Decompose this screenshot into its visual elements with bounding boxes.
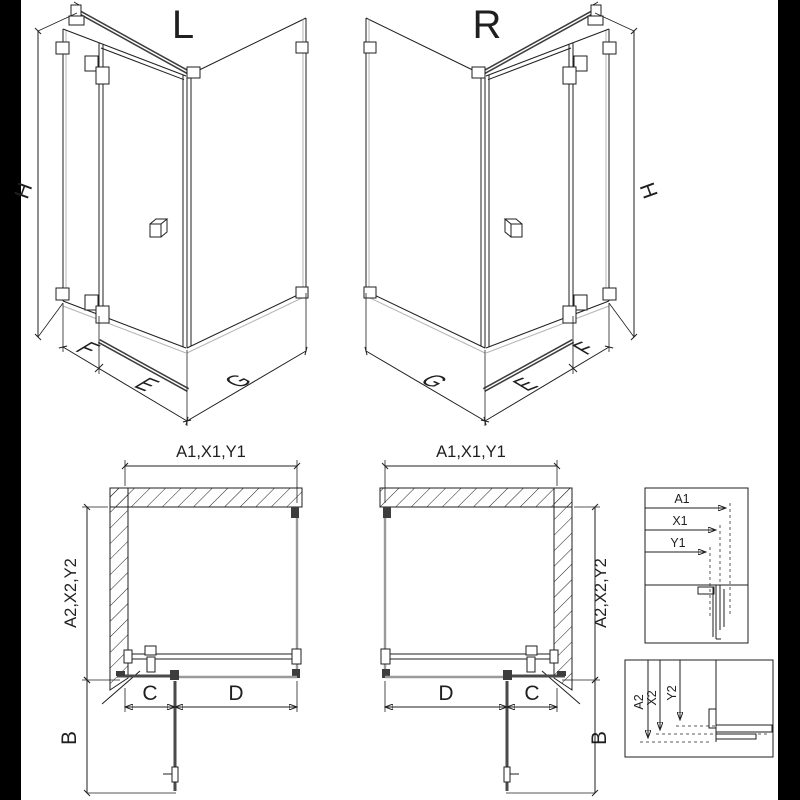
detail-width-profile-section (698, 585, 724, 639)
plan-left-width-dims-label: A1,X1,Y1 (176, 443, 246, 461)
detail-box-width (645, 488, 748, 643)
iso-right-height-label: H (634, 179, 662, 202)
plan-left-door-swing-label: B (58, 730, 81, 746)
iso-left-door-label: E (126, 374, 166, 395)
right-letterbox-bar (778, 0, 800, 800)
iso-view-left (10, 2, 308, 426)
plan-right-width-dims-label: A1,X1,Y1 (436, 443, 506, 461)
plan-left-door-width-label: D (228, 682, 244, 705)
detail-width-frame (645, 488, 748, 643)
iso-right-fixed-label: F (566, 338, 604, 359)
plan-view-right (380, 443, 611, 793)
detail-y1-label: Y1 (670, 536, 686, 550)
plan-view-left (58, 443, 302, 793)
detail-x1-label: X1 (672, 514, 688, 528)
plan-right-top-wall (380, 488, 572, 507)
iso-right-title: R (472, 3, 502, 47)
detail-x2-label: X2 (645, 690, 659, 706)
plan-left-top-wall (110, 488, 302, 507)
plan-right-door-width-label: D (438, 682, 454, 705)
iso-view-right (364, 2, 662, 426)
iso-right-side-label: G (412, 370, 455, 392)
detail-box-depth (625, 660, 773, 757)
detail-y2-label: Y2 (665, 685, 679, 701)
iso-right-door-label: E (506, 374, 546, 395)
plan-left-fixed-width-label: C (142, 682, 158, 705)
iso-left-height-label: H (10, 179, 38, 202)
plan-left-depth-dims-label: A2,X2,Y2 (62, 558, 80, 628)
plan-right-depth-dims-label: A2,X2,Y2 (592, 558, 610, 628)
iso-left-side-label: G (217, 370, 260, 392)
plan-right-door-swing-label: B (588, 730, 611, 746)
iso-left-title: L (171, 3, 195, 47)
detail-depth-profile-section (709, 660, 772, 742)
iso-left-fixed-label: F (68, 338, 106, 359)
plan-right-fixed-width-label: C (524, 682, 540, 705)
iso-right-linework (364, 2, 634, 426)
detail-a2-label: A2 (632, 694, 646, 710)
left-letterbox-bar (0, 0, 21, 800)
iso-left-linework (38, 2, 308, 426)
detail-a1-label: A1 (674, 492, 690, 506)
